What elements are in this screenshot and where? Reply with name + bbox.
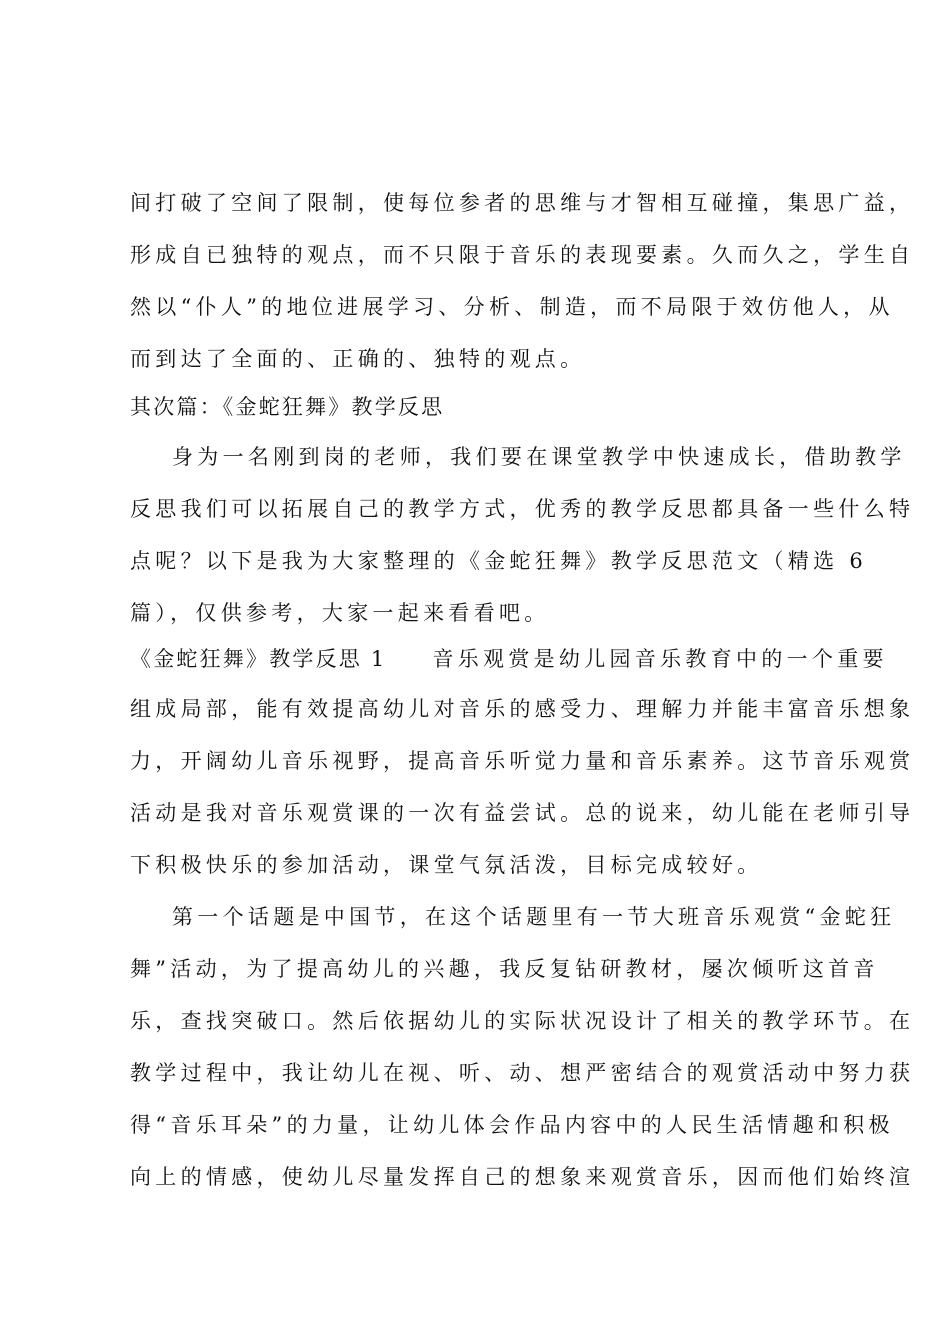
text-segment: 音乐观赏是幼儿园音乐教育中的一个重要	[432, 647, 888, 671]
text-line: 舞”活动，为了提高幼儿的兴趣，我反复钻研教材，屡次倾听这首音	[130, 957, 879, 981]
text-line: 乐，查找突破口。然后依据幼儿的实际状况设计了相关的教学环节。在	[130, 1009, 915, 1033]
text-line: 教学过程中，我让幼儿在视、听、动、想严密结合的观赏活动中努力获	[130, 1061, 915, 1085]
text-line: 第一个话题是中国节，在这个话题里有一节大班音乐观赏“金蛇狂	[172, 905, 896, 929]
text-line: 活动是我对音乐观赏课的一次有益尝试。总的说来，幼儿能在老师引导	[130, 801, 915, 825]
subsection-title: 《金蛇狂舞》教学反思 1	[130, 647, 387, 671]
text-line: 身为一名刚到岗的老师，我们要在课堂教学中快速成长，借助教学	[172, 445, 906, 469]
text-line: 然以“仆人”的地位进展学习、分析、制造，而不局限于效仿他人，从	[130, 295, 894, 319]
text-line: 向上的情感，使幼儿尽量发挥自己的想象来观赏音乐，因而他们始终渲	[130, 1165, 915, 1189]
text-line: 力，开阔幼儿音乐视野，提高音乐听觉力量和音乐素养。这节音乐观赏	[130, 749, 915, 773]
text-line: 间打破了空间了限制，使每位参者的思维与才智相互碰撞，集思广益，	[130, 191, 915, 215]
section-heading: 其次篇：《金蛇狂舞》教学反思	[130, 395, 445, 419]
text-line: 下积极快乐的参加活动，课堂气氛活泼，目标完成较好。	[130, 853, 763, 877]
text-line: 形成自已独特的观点，而不只限于音乐的表现要素。久而久之，学生自	[130, 243, 915, 267]
text-line: 而到达了全面的、正确的、独特的观点。	[130, 347, 586, 371]
text-line: 反思我们可以拓展自己的教学方式，优秀的教学反思都具备一些什么特	[130, 497, 915, 521]
text-line: 组成局部，能有效提高幼儿对音乐的感受力、理解力并能丰富音乐想象	[130, 697, 915, 721]
text-line: 点呢？以下是我为大家整理的《金蛇狂舞》教学反思范文（精选 6	[130, 549, 868, 573]
text-line-with-subtitle	[130, 644, 888, 674]
text-line: 得“音乐耳朵”的力量，让幼儿体会作品内容中的人民生活情趣和积极	[130, 1113, 894, 1137]
text-line: 篇），仅供参考，大家一起来看看吧。	[130, 601, 550, 625]
